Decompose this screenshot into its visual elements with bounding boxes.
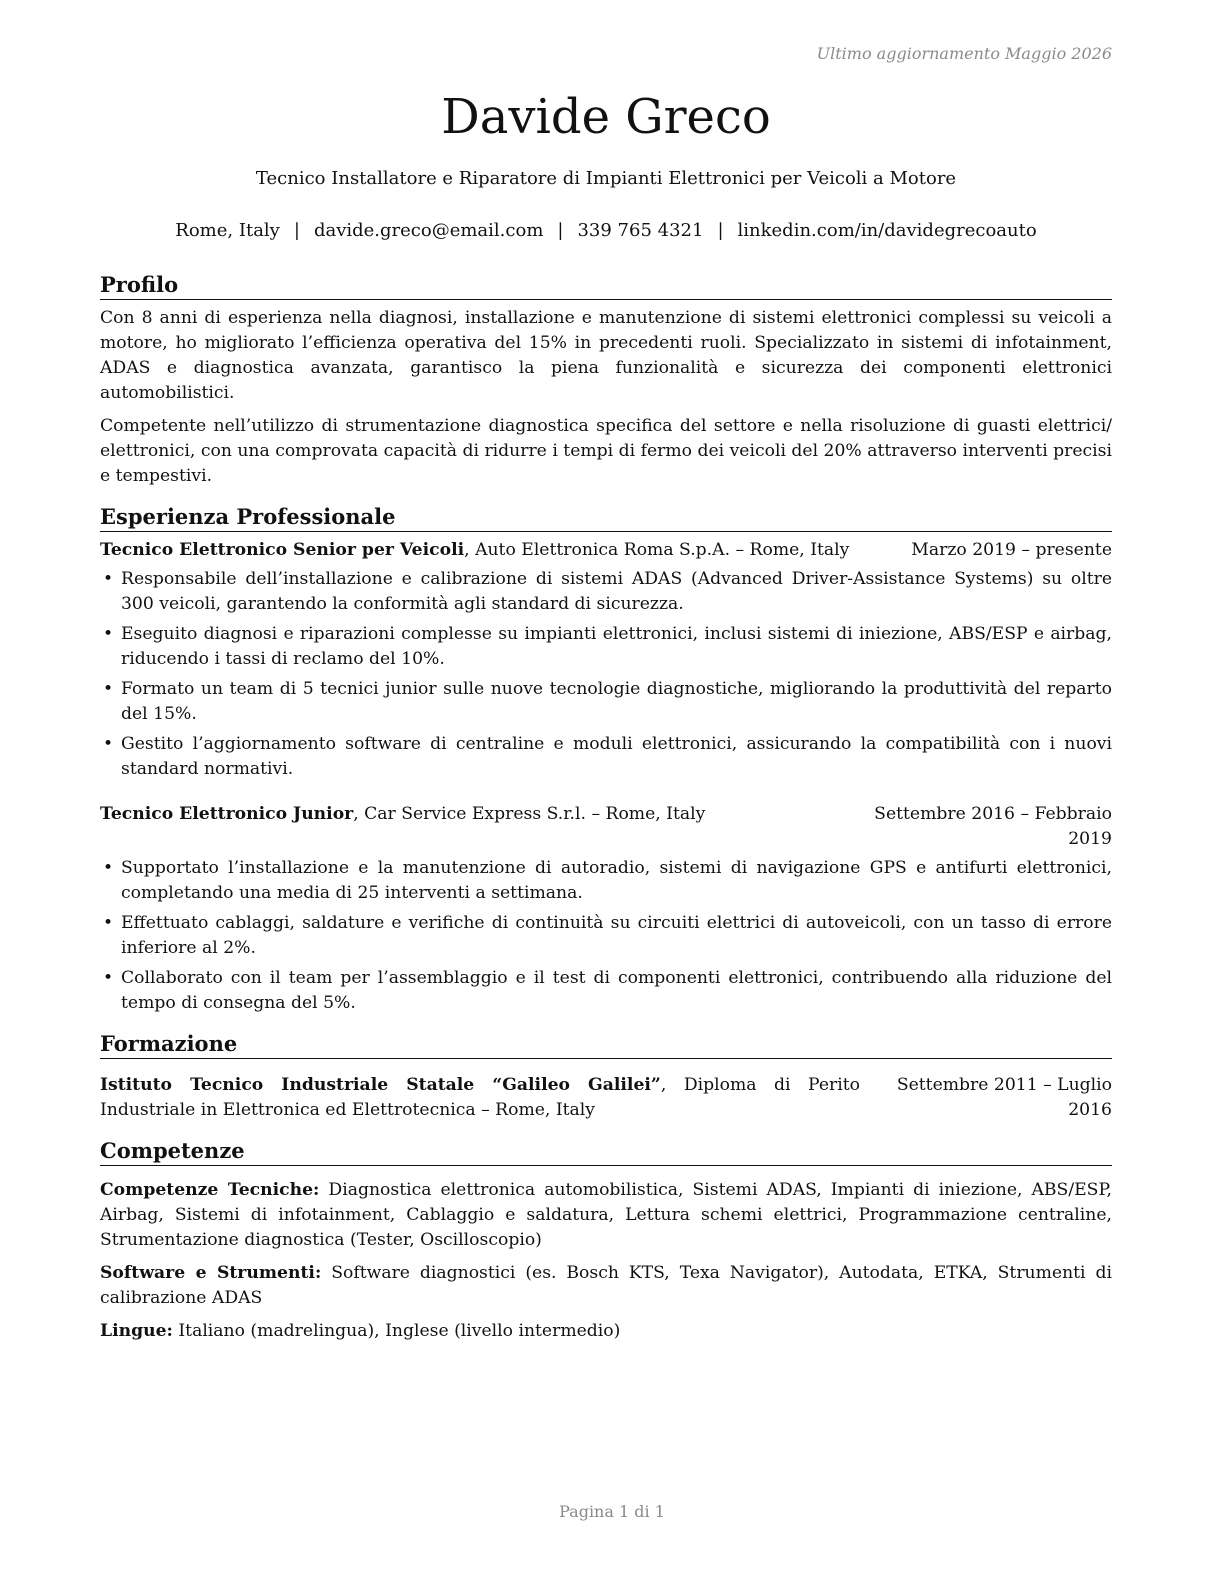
contact-line (100, 219, 1112, 243)
education-school: Istituto Tecnico Industriale Statale “Galileo Galilei” (100, 1075, 661, 1095)
skill-line (100, 1178, 1112, 1253)
education-section (100, 1030, 1112, 1123)
section-title-profile: Profilo (100, 271, 1112, 300)
last-updated-note: Ultimo aggiornamento Maggio 2026 (816, 44, 1112, 63)
contact-linkedin[interactable]: linkedin.com/in/davidegrecoauto (737, 220, 1037, 241)
job-entry (100, 538, 1112, 782)
contact-separator: | (293, 220, 300, 241)
job-role: Tecnico Elettronico Junior (100, 804, 354, 824)
education-entry (100, 1073, 1112, 1123)
job-dates: Marzo 2019 – presente (911, 540, 1112, 560)
job-bullet: • Gestito l’aggiornamento software di centraline e moduli elettronici, assicurando la compatibilità con i nuovi standard normativi. (100, 732, 1112, 782)
job-title-line (100, 538, 895, 563)
skill-value: Software diagnostici (es. Bosch KTS, Texa Navigator), Autodata, ETKA, Strumenti di calibrazione ADAS (100, 1263, 1112, 1308)
job-entry (100, 802, 1112, 1016)
contact-email[interactable]: davide.greco@email.com (313, 220, 544, 241)
job-bullet: • Supportato l’installazione e la manutenzione di autoradio, sistemi di navigazione GPS e antifurti elettronici, completando una media di 25 interventi a settimana. (100, 856, 1112, 906)
candidate-name: Davide Greco (441, 89, 771, 145)
skills-section (100, 1137, 1112, 1344)
contact-location: Rome, Italy (175, 220, 280, 241)
job-header (100, 538, 1112, 563)
job-bullet: • Effettuato cablaggi, saldature e verifiche di continuità su circuiti elettrici di autoveicoli, con un tasso di errore inferiore al 2%. (100, 911, 1112, 961)
job-bullet: • Responsabile dell’installazione e calibrazione di sistemi ADAS (Advanced Driver-Assistance Systems) su oltre 300 veicoli, garantendo la conformità agli standard di sicurezza. (100, 567, 1112, 617)
job-company: , Auto Elettronica Roma S.p.A. – Rome, Italy (464, 540, 850, 560)
contact-separator: | (557, 220, 564, 241)
page-number: Pagina 1 di 1 (559, 1502, 665, 1521)
job-role: Tecnico Elettronico Senior per Veicoli (100, 540, 465, 560)
contact-phone: 339 765 4321 (577, 220, 704, 241)
job-title-line (100, 802, 856, 827)
job-bullets (100, 567, 1112, 782)
skill-line (100, 1319, 1112, 1344)
education-degree: , Diploma di Perito Industriale in Elettronica ed Elettrotecnica – Rome, Italy (100, 1075, 860, 1120)
section-title-education: Formazione (100, 1030, 1112, 1059)
job-header (100, 802, 1112, 852)
job-bullets (100, 856, 1112, 1016)
resume-content (100, 271, 1112, 1358)
skill-label: Lingue: (100, 1321, 173, 1341)
skill-line (100, 1261, 1112, 1311)
education-description (100, 1073, 860, 1123)
candidate-headline: Tecnico Installatore e Riparatore di Impianti Elettronici per Veicoli a Motore (255, 168, 957, 189)
section-title-skills: Competenze (100, 1137, 1112, 1166)
job-bullet: • Formato un team di 5 tecnici junior sulle nuove tecnologie diagnostiche, migliorando la produttività del reparto del 15%. (100, 677, 1112, 727)
profile-section (100, 271, 1112, 489)
job-dates: Settembre 2016 – Febbraio 2019 (874, 804, 1112, 849)
skill-label: Competenze Tecniche: (100, 1180, 320, 1200)
job-bullet: • Eseguito diagnosi e riparazioni complesse su impianti elettronici, inclusi sistemi di iniezione, ABS/ESP e airbag, riducendo i tassi di reclamo del 10%. (100, 622, 1112, 672)
skill-value: Diagnostica elettronica automobilistica, Sistemi ADAS, Impianti di iniezione, ABS/ESP, Airbag, Sistemi di infotainment, Cablaggio e saldatura, Lettura schemi elettrici, Programmazione centraline, Strumentazione diagnostica (Tester, Oscilloscopio) (100, 1180, 1112, 1250)
skill-label: Software e Strumenti: (100, 1263, 322, 1283)
job-bullet: • Collaborato con il team per l’assemblaggio e il test di componenti elettronici, contribuendo alla riduzione del tempo di consegna del 5%. (100, 966, 1112, 1016)
job-company: , Car Service Express S.r.l. – Rome, Italy (353, 804, 706, 824)
contact-separator: | (717, 220, 724, 241)
experience-section (100, 503, 1112, 1016)
section-title-experience: Esperienza Professionale (100, 503, 1112, 532)
profile-paragraph: Competente nell’utilizzo di strumentazione diagnostica specifica del settore e nella risoluzione di guasti elettrici/ elettronici, con una comprovata capacità di ridurre i tempi di fermo dei veicoli del 20% attraverso interventi precisi e tempestivi. (100, 416, 1112, 486)
education-dates: Settembre 2011 – Luglio 2016 (896, 1075, 1112, 1120)
profile-paragraph: Con 8 anni di esperienza nella diagnosi, installazione e manutenzione di sistemi elettronici complessi su veicoli a motore, ho migliorato l’efficienza operativa del 15% in precedenti ruoli. Specializzato in sistemi di infotainment, ADAS e diagnostica avanzata, garantisco la piena funzionalità e sicurezza dei componenti elettronici automobilistici. (100, 308, 1112, 403)
skill-value: Italiano (madrelingua), Inglese (livello intermedio) (172, 1321, 621, 1341)
